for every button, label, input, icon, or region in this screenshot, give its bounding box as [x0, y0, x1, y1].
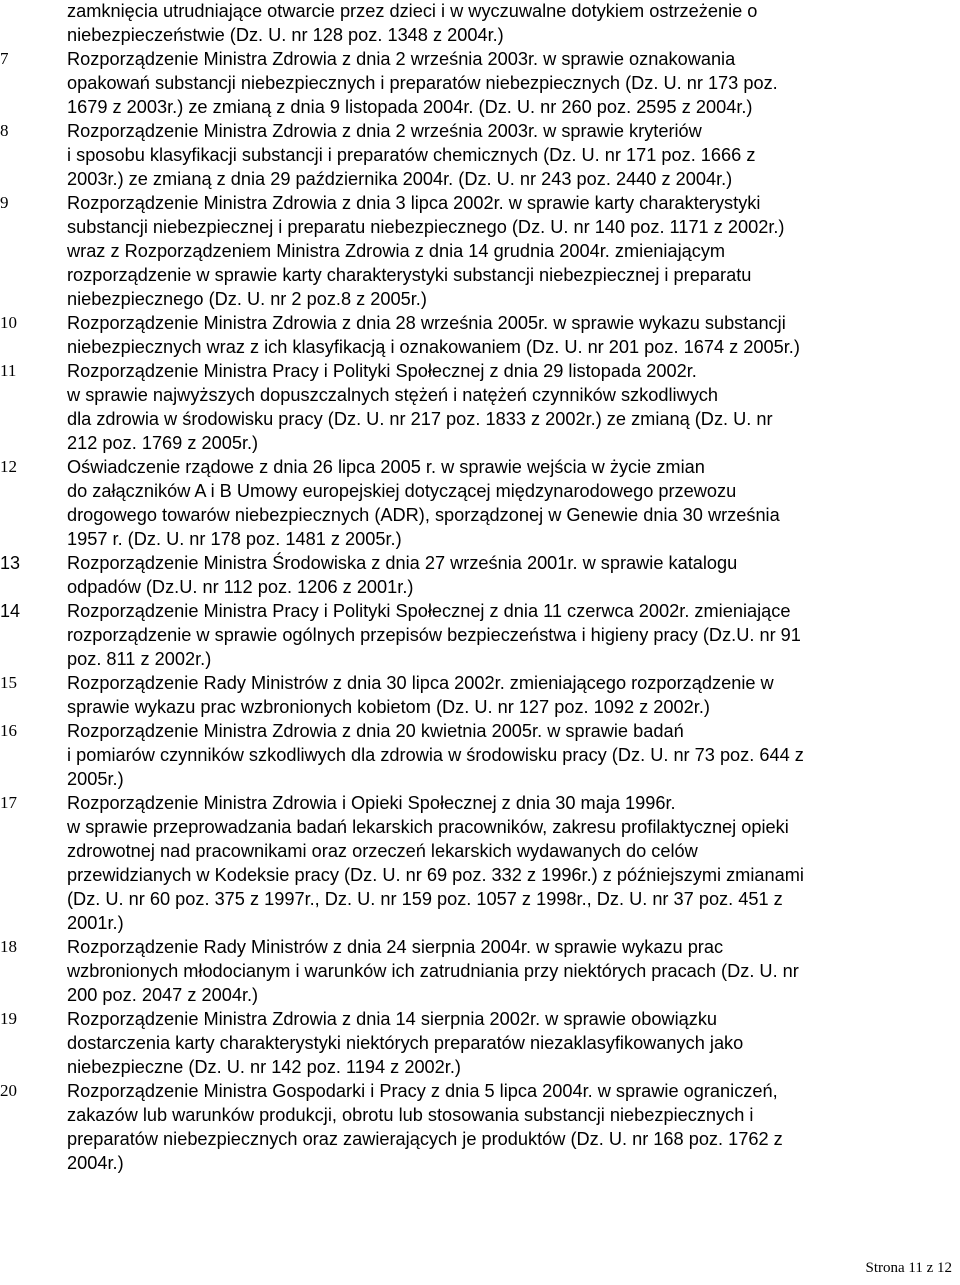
regulation-text-line: w sprawie przeprowadzania badań lekarskich pracowników, zakresu profilaktycznej opieki	[67, 817, 789, 837]
regulation-text-line: niebezpieczeństwie (Dz. U. nr 128 poz. 1348 z 2004r.)	[67, 25, 504, 45]
regulation-text-line: Rozporządzenie Rady Ministrów z dnia 30 lipca 2002r. zmieniającego rozporządzenie w	[67, 673, 774, 693]
item-number: 13	[0, 553, 21, 573]
regulation-text-line: odpadów (Dz.U. nr 112 poz. 1206 z 2001r.)	[67, 577, 414, 597]
regulation-text-line: rozporządzenie w sprawie ogólnych przepisów bezpieczeństwa i higieny pracy (Dz.U. nr 91	[67, 625, 801, 645]
regulation-text-line: drogowego towarów niebezpiecznych (ADR), sporządzonej w Genewie dnia 30 września	[67, 505, 780, 525]
regulation-text-line: rozporządzenie w sprawie karty charakterystyki substancji niebezpiecznej i preparatu	[67, 265, 752, 285]
regulation-text-line: Rozporządzenie Ministra Zdrowia z dnia 20 kwietnia 2005r. w sprawie badań	[67, 721, 684, 741]
item-number: 9	[0, 193, 9, 212]
item-number: 7	[0, 49, 9, 68]
regulation-text-line: 2004r.)	[67, 1153, 124, 1173]
regulation-text-line: Rozporządzenie Ministra Zdrowia z dnia 3 lipca 2002r. w sprawie karty charakterystyki	[67, 193, 761, 213]
regulation-text-line: niebezpiecznych wraz z ich klasyfikacją i oznakowaniem (Dz. U. nr 201 poz. 1674 z 2005r.)	[67, 337, 800, 357]
regulation-text-line: Oświadczenie rządowe z dnia 26 lipca 2005 r. w sprawie wejścia w życie zmian	[67, 457, 705, 477]
regulation-text-line: zamknięcia utrudniające otwarcie przez dzieci i w wyczuwalne dotykiem ostrzeżenie o	[67, 1, 758, 21]
regulation-text-line: Rozporządzenie Ministra Zdrowia z dnia 2 września 2003r. w sprawie oznakowania	[67, 49, 736, 69]
regulation-text-line: niebezpiecznego (Dz. U. nr 2 poz.8 z 2005r.)	[67, 289, 427, 309]
item-number: 20	[0, 1081, 17, 1100]
item-number: 14	[0, 601, 21, 621]
regulation-text-line: 1957 r. (Dz. U. nr 178 poz. 1481 z 2005r.)	[67, 529, 402, 549]
item-number: 8	[0, 121, 9, 140]
regulation-text-line: zdrowotnej nad pracownikami oraz orzeczeń lekarskich wydawanych do celów	[67, 841, 698, 861]
item-number: 11	[0, 361, 17, 380]
page-number: Strona 11 z 12	[865, 1260, 952, 1276]
regulation-text-line: wraz z Rozporządzeniem Ministra Zdrowia z dnia 14 grudnia 2004r. zmieniającym	[67, 241, 726, 261]
regulation-text-line: w sprawie najwyższych dopuszczalnych stężeń i natężeń czynników szkodliwych	[67, 385, 718, 405]
regulation-text-line: Rozporządzenie Ministra Pracy i Polityki Społecznej z dnia 29 listopada 2002r.	[67, 361, 697, 381]
regulation-text-line: preparatów niebezpiecznych oraz zawierających je produktów (Dz. U. nr 168 poz. 1762 z	[67, 1129, 783, 1149]
regulation-text-line: Rozporządzenie Rady Ministrów z dnia 24 sierpnia 2004r. w sprawie wykazu prac	[67, 937, 724, 957]
regulation-text-line: zakazów lub warunków produkcji, obrotu lub stosowania substancji niebezpiecznych i	[67, 1105, 754, 1125]
item-number: 16	[0, 721, 17, 740]
regulation-text-line: poz. 811 z 2002r.)	[67, 649, 212, 669]
item-number: 18	[0, 937, 17, 956]
item-number: 10	[0, 313, 17, 332]
regulation-text-line: dla zdrowia w środowisku pracy (Dz. U. nr 217 poz. 1833 z 2002r.) ze zmianą (Dz. U. nr	[67, 409, 773, 429]
regulation-text-line: wzbronionych młodocianym i warunków ich zatrudniania przy niektórych pracach (Dz. U. nr	[67, 961, 799, 981]
regulation-text-line: i pomiarów czynników szkodliwych dla zdrowia w środowisku pracy (Dz. U. nr 73 poz. 644 z	[67, 745, 804, 765]
regulation-text-line: do załączników A i B Umowy europejskiej dotyczącej międzynarodowego przewozu	[67, 481, 737, 501]
regulation-text-line: opakowań substancji niebezpiecznych i preparatów niebezpiecznych (Dz. U. nr 173 poz.	[67, 73, 778, 93]
regulation-text-line: Rozporządzenie Ministra Gospodarki i Pracy z dnia 5 lipca 2004r. w sprawie ograniczeń,	[67, 1081, 778, 1101]
regulation-text-line: Rozporządzenie Ministra Zdrowia z dnia 28 września 2005r. w sprawie wykazu substancji	[67, 313, 786, 333]
regulation-text-line: Rozporządzenie Ministra Zdrowia i Opieki Społecznej z dnia 30 maja 1996r.	[67, 793, 676, 813]
item-number: 12	[0, 457, 17, 476]
regulation-text-line: dostarczenia karty charakterystyki niektórych preparatów niezaklasyfikowanych jako	[67, 1033, 744, 1053]
item-number: 17	[0, 793, 17, 812]
regulation-text-line: 200 poz. 2047 z 2004r.)	[67, 985, 259, 1005]
regulation-text-line: Rozporządzenie Ministra Zdrowia z dnia 2 września 2003r. w sprawie kryteriów	[67, 121, 702, 141]
regulation-text-line: niebezpieczne (Dz. U. nr 142 poz. 1194 z 2002r.)	[67, 1057, 461, 1077]
regulation-text-line: substancji niebezpiecznej i preparatu niebezpiecznego (Dz. U. nr 140 poz. 1171 z 2002r.)	[67, 217, 785, 237]
regulation-text-line: Rozporządzenie Ministra Zdrowia z dnia 14 sierpnia 2002r. w sprawie obowiązku	[67, 1009, 718, 1029]
regulation-text-line: 2001r.)	[67, 913, 124, 933]
regulation-text-line: 2005r.)	[67, 769, 124, 789]
item-number: 15	[0, 673, 17, 692]
regulation-text-line: (Dz. U. nr 60 poz. 375 z 1997r., Dz. U. nr 159 poz. 1057 z 1998r., Dz. U. nr 37 poz. 451 z	[67, 889, 783, 909]
regulation-text-line: sprawie wykazu prac wzbronionych kobietom (Dz. U. nr 127 poz. 1092 z 2002r.)	[67, 697, 710, 717]
regulation-text-line: Rozporządzenie Ministra Pracy i Polityki Społecznej z dnia 11 czerwca 2002r. zmieniające	[67, 601, 791, 621]
item-number: 19	[0, 1009, 17, 1028]
regulation-text-line: przewidzianych w Kodeksie pracy (Dz. U. nr 69 poz. 332 z 1996r.) z późniejszymi zmianami	[67, 865, 804, 885]
regulation-text-line: i sposobu klasyfikacji substancji i preparatów chemicznych (Dz. U. nr 171 poz. 1666 z	[67, 145, 756, 165]
regulation-text-line: 1679 z 2003r.) ze zmianą z dnia 9 listopada 2004r. (Dz. U. nr 260 poz. 2595 z 2004r.)	[67, 97, 753, 117]
regulation-text-line: Rozporządzenie Ministra Środowiska z dnia 27 września 2001r. w sprawie katalogu	[67, 553, 738, 573]
regulation-text-line: 2003r.) ze zmianą z dnia 29 października 2004r. (Dz. U. nr 243 poz. 2440 z 2004r.)	[67, 169, 733, 189]
regulation-text-line: 212 poz. 1769 z 2005r.)	[67, 433, 259, 453]
